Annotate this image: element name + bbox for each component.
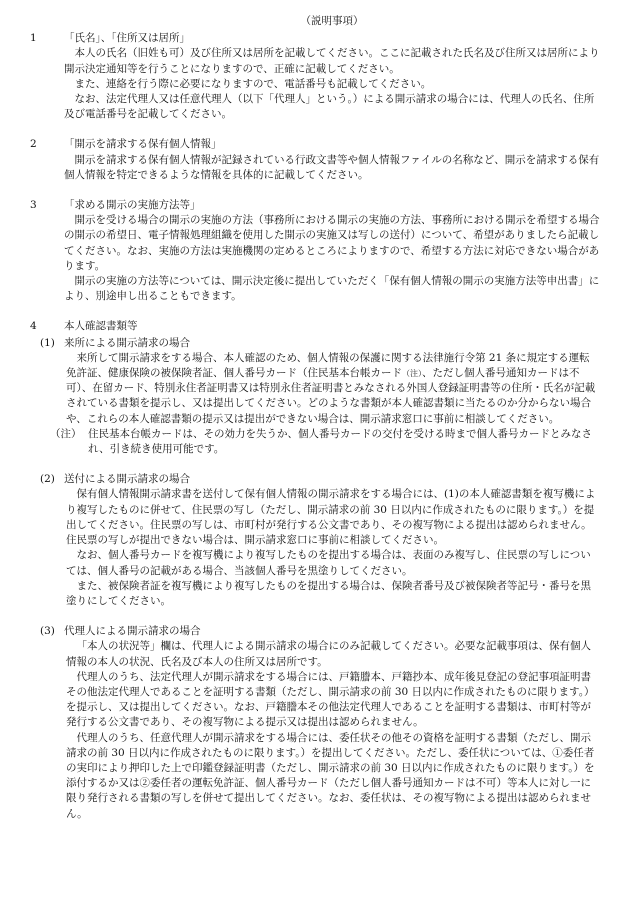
- footnote-mark: （注）: [50, 427, 82, 440]
- section-heading-text: 本人確認書類等: [64, 320, 138, 333]
- subsection-heading: [40, 472, 600, 487]
- section-heading-text: 「求める開示の実施方法等」: [64, 199, 201, 212]
- paragraph: 代理人のうち、法定代理人が開示請求をする場合には、戸籍謄本、戸籍抄本、成年後見登記の登記事項証明書その他法定代理人であることを証明する書類（ただし、開示請求の前 30 日以内に作成されたものに限ります。）を提示し、又は提出してください。なお、戸籍謄本その他法定代理人であることを証明する書類は、市町村等が発行する公文書であり、その複写物による提示又は提出は認められません。: [66, 670, 595, 729]
- footnote-text: 住民基本台帳カードは、その効力を失うか、個人番号カードの交付を受ける時まで個人番号カードとみなされ、引き続き使用可能です。: [88, 427, 592, 456]
- subsection-body: [66, 639, 600, 821]
- paragraph: 開示を請求する保有個人情報が記録されている行政文書等や個人情報ファイルの名称など、開示を請求する保有個人情報を特定できるような情報を具体的に記載してください。: [64, 153, 600, 181]
- paragraph: なお、個人番号カードを複写機により複写したものを提出する場合は、表面のみ複写し、住民票の写しについては、個人番号の記載がある場合、当該個人番号を黒塗りしてください。: [66, 549, 591, 577]
- subsection-body: [50, 351, 600, 457]
- section-number: 2: [30, 138, 37, 151]
- section-number: 3: [30, 199, 37, 212]
- subsection-2: [40, 472, 600, 609]
- paragraph: 「本人の状況等」欄は、代理人による開示請求の場合にのみ記載してください。必要な記載事項は、保有個人情報の本人の状況、氏名及び本人の住所又は居所です。: [66, 640, 591, 668]
- subsection-heading-text: 送付による開示請求の場合: [64, 473, 190, 486]
- paragraph: [66, 351, 600, 427]
- section-heading: [30, 137, 600, 152]
- section-heading: [30, 319, 600, 334]
- document-title: （説明事項）: [300, 15, 364, 27]
- paragraph: 保有個人情報開示請求書を送付して保有個人情報の開示請求をする場合には、(1)の本人確認書類を複写機により複写したものに併せて、住民票の写し（ただし、開示請求の前 30 日以内に作成されたものに限ります。）を提出してください。住民票の写しは、市町村が発行する公文書であり、その複写物による提出は認められません。住民票の写しが提出できない場合は、開示請求窓口に事前に相談してください。: [66, 488, 596, 547]
- subsection-heading-text: 来所による開示請求の場合: [64, 336, 190, 349]
- section-2: [30, 137, 600, 183]
- paragraph: また、連絡を行う際に必要になりますので、電話番号も記載してください。: [74, 77, 432, 90]
- paragraph-text: 、ただし個人番号通知カードは不可）、在留カード、特別永住者証明書又は特別永住者証明書とみなされる外国人登録証明書等の住所・氏名が記載されている書類を提示し、又は提出してください。どのような書類が本人確認書類に当たるのか分からない場合や、これらの本人確認書類の提示又は提出ができない場合は、開示請求窓口に事前に相談してください。: [66, 367, 596, 425]
- subsection-3: [40, 624, 600, 822]
- note-reference: （注）: [402, 369, 422, 379]
- subsection-heading: [40, 624, 600, 639]
- paragraph: 開示を受ける場合の開示の実施の方法（事務所における開示の実施の方法、事務所における開示を希望する場合の開示の希望日、電子情報処理組織を使用した開示の実施又は写しの送付）について、希望がありましたら記載してください。なお、実施の方法は実施機関の定めるところによりますので、希望する方法に対応できない場合があります。: [64, 214, 600, 272]
- paragraph: 代理人のうち、任意代理人が開示請求をする場合には、委任状その他その資格を証明する書類（ただし、開示請求の前 30 日以内に作成されたものに限ります。）を提出してください。ただし、委任状については、①委任者の実印により押印した上で印鑑登録証明書（ただし、開示請求の前 30 日以内に作成されたものに限ります。）を添付するか又は②委任者の運転免許証、個人番号カード（ただし個人番号通知カードは不可）等本人に対し一に限り発行される書類の写しを併せて提出してください。なお、委任状は、その複写物による提出は認められません。: [66, 731, 595, 820]
- subsection-heading: [40, 336, 600, 351]
- section-3: [30, 198, 600, 304]
- section-heading-text: 「開示を請求する保有個人情報」: [64, 138, 222, 151]
- section-heading: [30, 198, 600, 213]
- section-1: [30, 31, 600, 122]
- section-heading-text: 「氏名」、「住所又は居所」: [64, 32, 190, 45]
- section-heading: [30, 31, 600, 46]
- subsection-number: (2): [40, 473, 55, 486]
- paragraph: 開示の実施の方法等については、開示決定後に提出していただく「保有個人情報の開示の実施方法等申出書」により、別途申し出ることもできます。: [64, 275, 600, 303]
- section-number: 1: [30, 32, 37, 45]
- paragraph: 本人の氏名（旧姓も可）及び住所又は居所を記載してください。ここに記載された氏名及び住所又は居所により開示決定通知等を行うことになりますので、正確に記載してください。: [64, 47, 600, 75]
- footnote: [50, 427, 600, 457]
- subsection-1: [40, 336, 600, 458]
- paragraph: なお、法定代理人又は任意代理人（以下「代理人」という。）による開示請求の場合には、代理人の氏名、住所及び電話番号を記載してください。: [64, 93, 595, 121]
- paragraph-text: 来所して開示請求をする場合、本人確認のため、個人情報の保護に関する法律施行令第 21 条に規定する運転免許証、健康保険の被保険者証、個人番号カード（住民基本台帳カード: [66, 351, 590, 380]
- subsection-heading-text: 代理人による開示請求の場合: [64, 625, 201, 638]
- subsection-number: (3): [40, 625, 55, 638]
- paragraph: また、被保険者証を複写機により複写したものを提出する場合は、保険者番号及び被保険者等記号・番号を黒塗りにしてください。: [66, 579, 591, 607]
- subsection-number: (1): [40, 336, 55, 349]
- subsection-body: [66, 487, 600, 609]
- section-4: [30, 319, 600, 821]
- section-number: 4: [30, 320, 37, 333]
